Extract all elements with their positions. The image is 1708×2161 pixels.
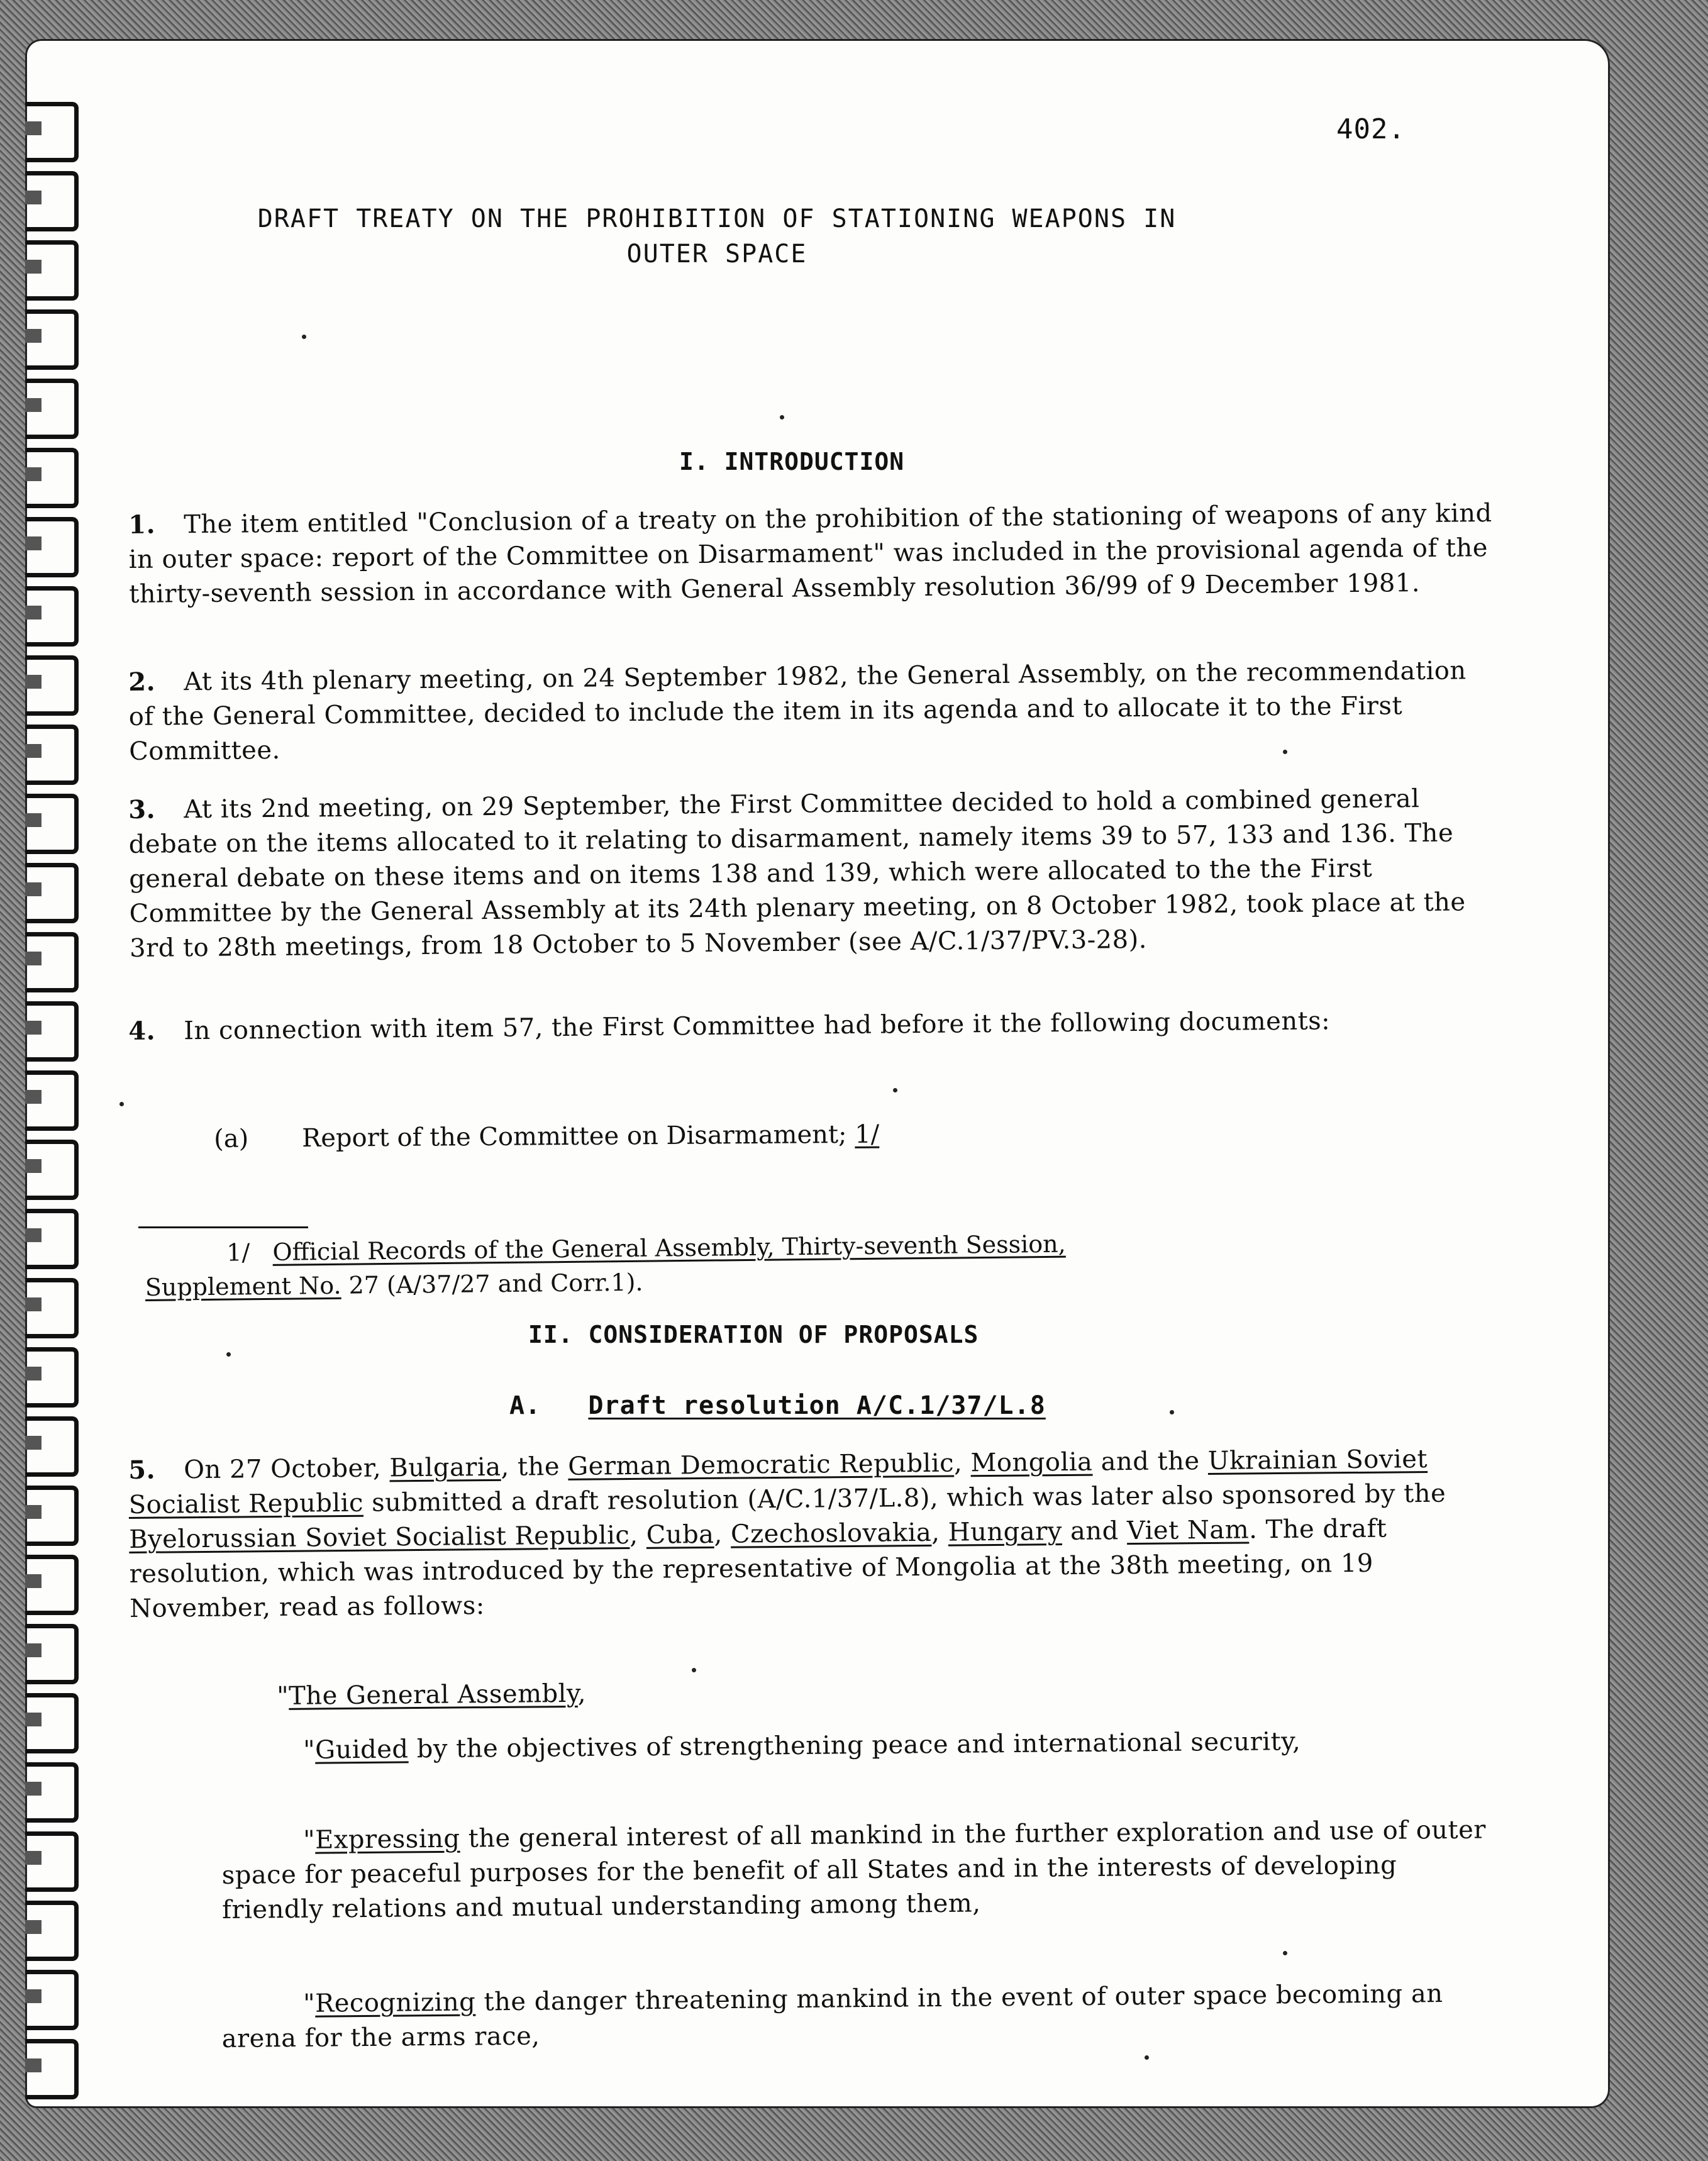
subsection-label: A.	[509, 1391, 541, 1420]
country-byelorussia: Byelorussian Soviet Socialist Republic	[129, 1521, 630, 1554]
scan-speck	[1145, 2055, 1149, 2060]
footnote-divider	[138, 1226, 308, 1228]
binding-ring	[25, 1416, 79, 1477]
spiral-binding	[25, 77, 82, 2108]
quote-general-assembly	[277, 1668, 1553, 1714]
paragraph-text: In connection with item 57, the First Committee had before it the following documents:	[184, 1006, 1331, 1046]
paragraph-3	[128, 781, 1500, 966]
scan-speck	[893, 1088, 897, 1092]
paragraph-text: At its 4th plenary meeting, on 24 September 1982, the General Assembly, on the recommendation of the General Committee, decided to include the item in its agenda and to allocate it to the First Committee.	[128, 656, 1467, 766]
footnote-mark: 1/	[226, 1238, 250, 1267]
scan-speck	[1283, 1951, 1287, 1955]
binding-ring	[25, 1347, 79, 1408]
country-ukraine: Ukrainian Soviet Socialist Republic	[128, 1444, 1428, 1519]
country-vietnam: Viet Nam	[1126, 1515, 1250, 1546]
binding-ring	[25, 2039, 79, 2099]
title-line-2: OUTER SPACE	[626, 240, 807, 269]
subsection-heading	[509, 1391, 1046, 1420]
paragraph-number: 5.	[128, 1455, 156, 1485]
document-page	[25, 39, 1610, 2108]
binding-ring	[25, 1070, 79, 1131]
binding-ring	[25, 1970, 79, 2030]
binding-ring	[25, 379, 79, 439]
footnote-title: Official Records of the General Assembly, Thirty-seventh Session,	[272, 1230, 1066, 1266]
scan-speck	[1170, 1410, 1174, 1414]
quote-text: the general interest of all mankind in the further exploration and use of outer space for peaceful purposes for the benefit of all States and in the interests of developing friendly relations and mutual understanding among them,	[221, 1815, 1487, 1925]
country-cuba: Cuba	[646, 1519, 714, 1550]
paragraph-number: 4.	[128, 1016, 156, 1046]
paragraph-2	[128, 653, 1500, 769]
binding-ring	[25, 448, 79, 508]
quote-keyword: Guided	[314, 1735, 409, 1765]
binding-ring	[25, 655, 79, 716]
text-run: ,	[714, 1519, 731, 1549]
quote-expressing	[221, 1813, 1499, 1928]
footnote-1	[145, 1222, 1497, 1304]
binding-ring	[25, 932, 79, 992]
quote-guided	[221, 1723, 1498, 1769]
binding-ring	[25, 1762, 79, 1823]
binding-ring	[25, 1901, 79, 1961]
country-hungary: Hungary	[948, 1517, 1063, 1547]
text-run: submitted a draft resolution (A/C.1/37/L.8), which was later also sponsored by the	[363, 1479, 1446, 1518]
scan-speck	[1283, 750, 1287, 754]
scan-speck	[119, 1102, 124, 1106]
text-run: ,	[577, 1679, 587, 1708]
text-run: . The draft resolution, which was introduced by the representative of Mongolia at the 38th meeting, on 19 November, read as follows:	[129, 1514, 1387, 1623]
country-gdr: German Democratic Republic	[568, 1448, 955, 1481]
binding-ring	[25, 517, 79, 577]
text-run: and the	[1092, 1447, 1208, 1477]
quote-keyword: Expressing	[314, 1824, 460, 1855]
country-mongolia: Mongolia	[970, 1447, 1093, 1478]
text-run: , the	[501, 1452, 568, 1482]
binding-ring	[25, 1831, 79, 1892]
scan-speck	[692, 1668, 696, 1672]
footnote-supplement: Supplement No.	[145, 1271, 341, 1301]
binding-ring	[25, 1001, 79, 1062]
binding-ring	[25, 1486, 79, 1546]
section-heading-introduction: I. INTRODUCTION	[679, 448, 905, 475]
quote-mark: "	[303, 1989, 316, 2018]
page-number: 402.	[1336, 113, 1406, 145]
text-run: ,	[953, 1448, 971, 1478]
binding-ring	[25, 1209, 79, 1269]
paragraph-1	[128, 496, 1500, 612]
title-line-1: DRAFT TREATY ON THE PROHIBITION OF STATIONING WEAPONS IN	[257, 204, 1177, 233]
document-title	[151, 201, 1283, 272]
binding-ring	[25, 725, 79, 785]
binding-ring	[25, 1624, 79, 1684]
paragraph-text: At its 2nd meeting, on 29 September, the First Committee decided to hold a combined general debate on the items allocated to it relating to disarmament, namely items 39 to 57, 133 and 136. The general debate on these items and on items 138 and 139, which were allocated to the the First Committee by the General Assembly at its 24th plenary meeting, on 8 October 1982, took place at the 3rd to 28th meetings, from 18 October to 5 November (see A/C.1/37/PV.3-28).	[128, 784, 1466, 963]
quote-keyword: Recognizing	[314, 1987, 476, 2018]
binding-ring	[25, 240, 79, 301]
paragraph-5	[128, 1441, 1500, 1626]
scan-speck	[226, 1352, 231, 1357]
binding-ring	[25, 309, 79, 370]
section-heading-consideration: II. CONSIDERATION OF PROPOSALS	[528, 1321, 979, 1348]
quote-mark: "	[303, 1735, 316, 1765]
binding-ring	[25, 171, 79, 231]
quote-text: by the objectives of strengthening peace and international security,	[408, 1727, 1301, 1764]
country-bulgaria: Bulgaria	[389, 1452, 501, 1483]
binding-ring	[25, 1278, 79, 1338]
binding-ring	[25, 102, 79, 162]
quote-mark: "	[303, 1825, 316, 1855]
text-run: and	[1062, 1516, 1128, 1547]
quote-recognizing	[221, 1976, 1499, 2057]
quote-heading: The General Assembly	[288, 1679, 578, 1711]
paragraph-number: 2.	[128, 667, 156, 697]
scan-speck	[302, 335, 306, 339]
quote-mark: "	[277, 1681, 289, 1711]
binding-ring	[25, 794, 79, 854]
paragraph-4-item-a	[214, 1120, 879, 1153]
binding-ring	[25, 1693, 79, 1753]
quote-text: the danger threatening mankind in the event of outer space becoming an arena for the arms race,	[221, 1979, 1443, 2053]
text-run: On 27 October,	[184, 1453, 390, 1485]
paragraph-4	[128, 1002, 1499, 1049]
footnote-rest: 27 (A/37/27 and Corr.1).	[341, 1268, 643, 1299]
item-label: (a)	[214, 1124, 249, 1153]
binding-ring	[25, 1555, 79, 1615]
item-text: Report of the Committee on Disarmament;	[301, 1119, 847, 1153]
scan-speck	[780, 415, 784, 419]
paragraph-text: The item entitled "Conclusion of a treaty on the prohibition of the stationing of weapons of any kind in outer space: report of the Committee on Disarmament" was included in the provisional agenda of the thirty-seventh session in accordance with General Assembly resolution 36/99 of 9 December 1981.	[128, 499, 1492, 609]
paragraph-number: 3.	[128, 794, 156, 825]
country-czechoslovakia: Czechoslovakia	[730, 1518, 932, 1549]
binding-ring	[25, 586, 79, 647]
binding-ring	[25, 1140, 79, 1200]
text-run: ,	[629, 1520, 646, 1550]
subsection-title: Draft resolution A/C.1/37/L.8	[588, 1391, 1046, 1420]
binding-ring	[25, 863, 79, 923]
text-run: ,	[931, 1518, 948, 1547]
footnote-reference: 1/	[855, 1119, 880, 1149]
paragraph-number: 1.	[128, 509, 156, 540]
